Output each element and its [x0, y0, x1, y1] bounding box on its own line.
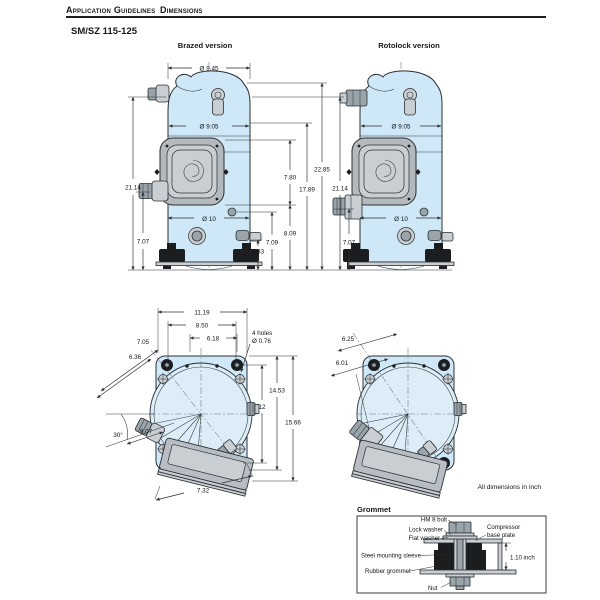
dim-22-85: 22.85: [314, 166, 330, 174]
plug-port: [228, 208, 236, 216]
dim-terminal-box-width: 7.32: [196, 487, 210, 495]
label-rubber-grommet: Rubber grommet: [365, 568, 411, 575]
rotolock-compressor-drawing: [333, 62, 454, 270]
nut-shape: [450, 577, 470, 586]
dim-bolt-spacing-y: 12: [258, 404, 266, 411]
oil-sight-glass: [398, 228, 415, 245]
dim-suction-height-left: 7.07: [136, 238, 150, 246]
plug-port: [420, 208, 428, 216]
holes-note-line2: Ø 0.76: [252, 338, 271, 345]
header-section-title: Application Guidelines: [66, 5, 156, 15]
side-plug: [454, 403, 466, 416]
label-base-plate-1: Compressor: [487, 524, 521, 531]
dim-7-80: 7.80: [283, 174, 297, 182]
oil-sight-glass: [189, 228, 206, 245]
top-valve-fitting: [212, 89, 225, 116]
dim-base-diameter-right: Ø 10: [394, 216, 408, 223]
oil-fill-plugs: [236, 231, 261, 242]
model-title: SM/SZ 115-125: [71, 26, 138, 37]
brazed-version-title: Brazed version: [177, 41, 233, 50]
dim-base-diameter-left: Ø 10: [202, 216, 216, 223]
label-lock-washer: Lock washer: [408, 526, 443, 534]
dim-offset-x: 6.18: [206, 335, 220, 343]
dim-overall-depth: 15.66: [285, 419, 301, 427]
side-plug: [247, 403, 259, 416]
dim-8-09: 8.09: [283, 230, 297, 238]
rotolock-suction-fitting: [333, 195, 362, 219]
dim-diag-6-36: 6.36: [128, 354, 142, 361]
dim-height-rotolock: 21.14: [332, 185, 348, 193]
bottom-view-brazed: [134, 348, 259, 496]
units-note: All dimensions in inch: [477, 484, 541, 491]
top-valve-fitting: [404, 89, 417, 116]
dim-plate-width: 11.19: [194, 309, 210, 317]
dim-angle-30: 30°: [113, 432, 123, 439]
header-chapter-title: Dimensions: [160, 5, 203, 15]
dim-4-33: 4.33: [251, 248, 265, 256]
rotolock-discharge-valve: [340, 90, 367, 106]
holes-note-line1: 4 holes: [252, 330, 273, 337]
rotolock-version-title: Rotolock version: [378, 41, 440, 50]
label-nut: Nut: [428, 585, 438, 592]
oil-fill-plugs: [428, 231, 453, 242]
dim-plate-height: 14.53: [269, 387, 285, 395]
dim-diag-6-01: 6.01: [335, 360, 349, 367]
dim-shell-diameter-left: Ø 9.05: [199, 123, 219, 131]
dim-17-89: 17.89: [299, 186, 315, 194]
dim-shell-diameter-right: Ø 9.05: [391, 123, 411, 131]
dim-suction-height-right: 7.07: [342, 239, 356, 247]
label-base-plate-2: base plate: [487, 532, 516, 539]
label-grommet-height: 1.10 inch: [510, 554, 535, 562]
label-flat-washer: Flat washer: [408, 535, 440, 542]
grommet-detail: [357, 505, 546, 593]
suction-fitting: [139, 181, 168, 201]
dim-8-07: 8.07: [139, 428, 153, 436]
dim-height-left: 21.14: [125, 184, 141, 192]
bolt-head-shape: [449, 522, 471, 533]
bottom-view-rotolock: [348, 333, 466, 498]
label-bolt: HM 8 bolt: [420, 516, 447, 524]
dim-top-diameter: Ø 9.45: [199, 65, 219, 73]
dim-diag-6-25: 6.25: [341, 336, 355, 343]
brazed-compressor-drawing: [136, 62, 262, 270]
dim-diag-7-05: 7.05: [136, 339, 150, 346]
dim-bolt-spacing-x: 8.50: [195, 322, 209, 330]
label-sleeve: Steel mounting sleeve: [361, 552, 421, 560]
grommet-title: Grommet: [357, 505, 391, 514]
discharge-fitting: [148, 85, 169, 102]
dim-7-09: 7.09: [265, 239, 279, 247]
